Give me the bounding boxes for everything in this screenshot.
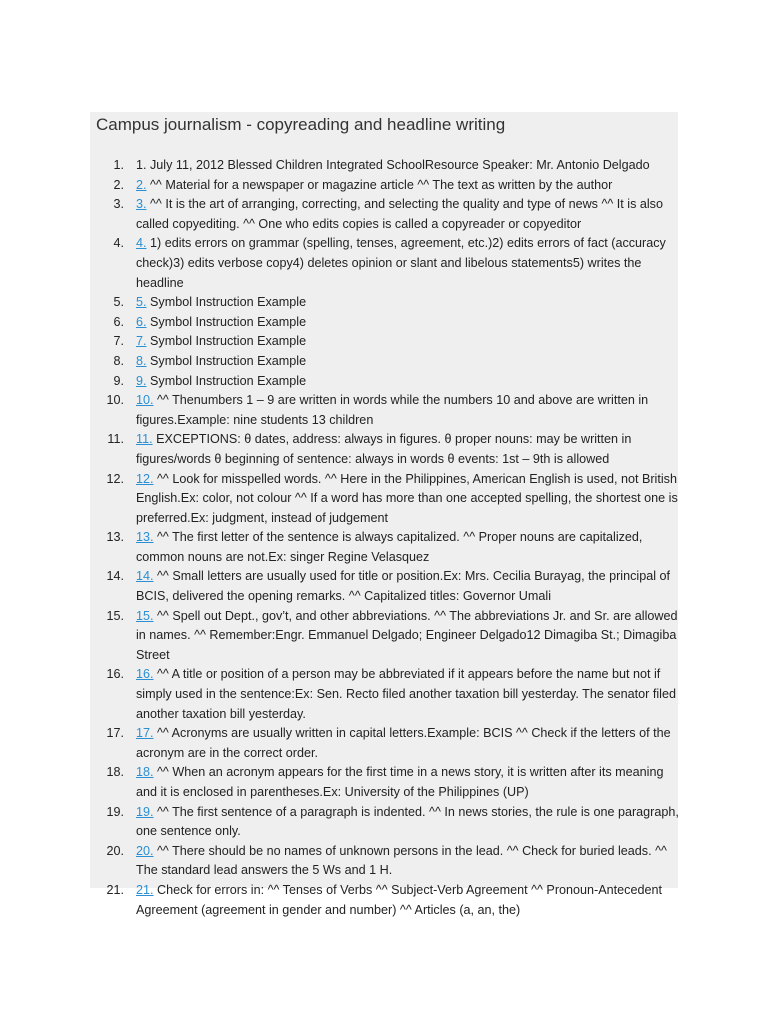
list-number: 5. xyxy=(113,295,124,310)
list-item xyxy=(113,352,684,372)
item-text: ^^ Material for a newspaper or magazine article ^^ The text as written by the author xyxy=(146,177,613,192)
slide-link[interactable]: 5. xyxy=(136,295,147,310)
list-item xyxy=(106,763,684,802)
list-number: 10. xyxy=(106,393,124,408)
item-text: ^^ It is the art of arranging, correcting, and selecting the quality and type of news ^^ It is also called copyediting. ^^ One who edits copies is called a copyreader or copyeditor xyxy=(136,197,663,231)
item-text: Symbol Instruction Example xyxy=(146,295,307,310)
slide-list xyxy=(106,156,684,920)
list-number: 3. xyxy=(113,197,124,212)
item-text: 1) edits errors on grammar (spelling, tenses, agreement, etc.)2) edits errors of fact (accuracy check)3) edits verbose copy4) deletes opinion or slant and libelous statements5) writes the headline xyxy=(136,236,666,290)
list-number: 20. xyxy=(106,843,124,858)
item-text: ^^ Spell out Dept., gov’t, and other abbreviations. ^^ The abbreviations Jr. and Sr. are allowed in names. ^^ Remember:Engr. Emmanuel Delgado; Engineer Delgado12 Dimagiba St.; Dimagiba Street xyxy=(136,608,678,662)
item-text: 1. July 11, 2012 Blessed Children Integrated SchoolResource Speaker: Mr. Antonio Delgado xyxy=(136,158,650,172)
item-text: ^^ Small letters are usually used for title or position.Ex: Mrs. Cecilia Burayag, the principal of BCIS, delivered the opening remarks. ^^ Capitalized titles: Governor Umali xyxy=(136,569,671,604)
slide-link[interactable]: 15. xyxy=(136,608,154,623)
list-item xyxy=(113,332,684,352)
list-number: 14. xyxy=(106,569,124,584)
list-number: 18. xyxy=(106,765,124,780)
item-text: ^^ When an acronym appears for the first time in a news story, it is written after its meaning and it is enclosed in parentheses.Ex: University of the Philippines (UP) xyxy=(136,765,664,799)
list-item xyxy=(106,842,684,881)
list-item xyxy=(113,176,684,196)
list-number: 7. xyxy=(113,334,124,349)
list-item xyxy=(106,470,684,529)
slide-link[interactable]: 8. xyxy=(136,353,147,368)
slide-link[interactable]: 10. xyxy=(136,393,154,408)
item-text: Check for errors in: ^^ Tenses of Verbs ^^ Subject-Verb Agreement ^^ Pronoun-Antecedent Agreement (agreement in gender and number) ^^ Articles (a, an, the) xyxy=(136,882,662,917)
slide-link[interactable]: 12. xyxy=(136,471,154,486)
slide-link[interactable]: 16. xyxy=(136,667,154,682)
item-text: Symbol Instruction Example xyxy=(146,314,307,329)
item-text: Symbol Instruction Example xyxy=(146,373,307,388)
list-item xyxy=(113,156,684,176)
list-item xyxy=(106,803,684,842)
list-number: 16. xyxy=(106,667,124,682)
item-text: ^^ The first sentence of a paragraph is indented. ^^ In news stories, the rule is one paragraph, one sentence only. xyxy=(136,804,679,839)
slide-link[interactable]: 17. xyxy=(136,726,154,741)
list-number: 15. xyxy=(106,608,124,623)
list-number: 9. xyxy=(113,373,124,388)
list-number: 6. xyxy=(113,314,124,329)
item-text: ^^ A title or position of a person may be abbreviated if it appears before the name but not if simply used in the sentence:Ex: Sen. Recto filed another taxation bill yesterday. The senator filed another taxation bill yesterday. xyxy=(136,667,676,721)
slide-link[interactable]: 19. xyxy=(136,804,154,819)
list-number: 4. xyxy=(113,236,124,251)
item-text: ^^ The first letter of the sentence is always capitalized. ^^ Proper nouns are capitalized, common nouns are not.Ex: singer Regine Velasquez xyxy=(136,530,643,564)
slide-link[interactable]: 14. xyxy=(136,569,154,584)
list-item xyxy=(106,567,684,606)
slide-link[interactable]: 2. xyxy=(136,177,147,192)
list-number: 11. xyxy=(107,432,124,447)
list-item xyxy=(106,528,684,567)
list-item xyxy=(106,607,684,666)
item-text: EXCEPTIONS: θ dates, address: always in figures. θ proper nouns: may be written in figures/words θ beginning of sentence: always in words θ events: 1st – 9th is allowed xyxy=(136,432,632,466)
page-title: Campus journalism - copyreading and headline writing xyxy=(96,115,506,134)
slide-link[interactable]: 7. xyxy=(136,334,147,349)
slide-link[interactable]: 11. xyxy=(136,432,153,447)
item-text: Symbol Instruction Example xyxy=(146,353,307,368)
slide-link[interactable]: 6. xyxy=(136,314,147,329)
list-item xyxy=(107,430,684,469)
list-item xyxy=(106,724,684,763)
list-item xyxy=(113,313,684,333)
list-number: 21. xyxy=(106,882,124,897)
item-text: ^^ Thenumbers 1 – 9 are written in words while the numbers 10 and above are written in figures.Example: nine students 13 children xyxy=(136,393,649,427)
item-text: ^^ Acronyms are usually written in capital letters.Example: BCIS ^^ Check if the letters of the acronym are in the correct order. xyxy=(136,726,671,760)
slide-link[interactable]: 18. xyxy=(136,765,154,780)
list-item xyxy=(113,234,684,293)
slide-link[interactable]: 4. xyxy=(136,236,147,251)
list-item xyxy=(106,391,684,430)
list-item xyxy=(113,293,684,313)
list-item xyxy=(113,195,684,234)
list-number: 17. xyxy=(106,726,124,741)
list-number: 13. xyxy=(106,530,124,545)
slide-link[interactable]: 21. xyxy=(136,882,154,897)
list-number: 2. xyxy=(113,177,124,192)
slide-link[interactable]: 13. xyxy=(136,530,154,545)
item-text: Symbol Instruction Example xyxy=(146,334,307,349)
list-item xyxy=(106,881,684,920)
list-number: 12. xyxy=(106,471,124,486)
slide-link[interactable]: 9. xyxy=(136,373,147,388)
slide-link[interactable]: 3. xyxy=(136,197,147,212)
list-number: 1. xyxy=(113,158,124,172)
list-number: 8. xyxy=(113,353,124,368)
item-text: ^^ There should be no names of unknown persons in the lead. ^^ Check for buried leads. ^^ The standard lead answers the 5 Ws and 1 H. xyxy=(136,843,667,878)
list-item xyxy=(106,665,684,724)
list-item xyxy=(113,372,684,392)
list-number: 19. xyxy=(106,804,124,819)
slide-link[interactable]: 20. xyxy=(136,843,154,858)
item-text: ^^ Look for misspelled words. ^^ Here in the Philippines, American English is used, not British English.Ex: color, not colour ^^ If a word has more than one accepted spelling, the shortest one is preferred.Ex: judgment, instead of judgement xyxy=(136,471,678,525)
